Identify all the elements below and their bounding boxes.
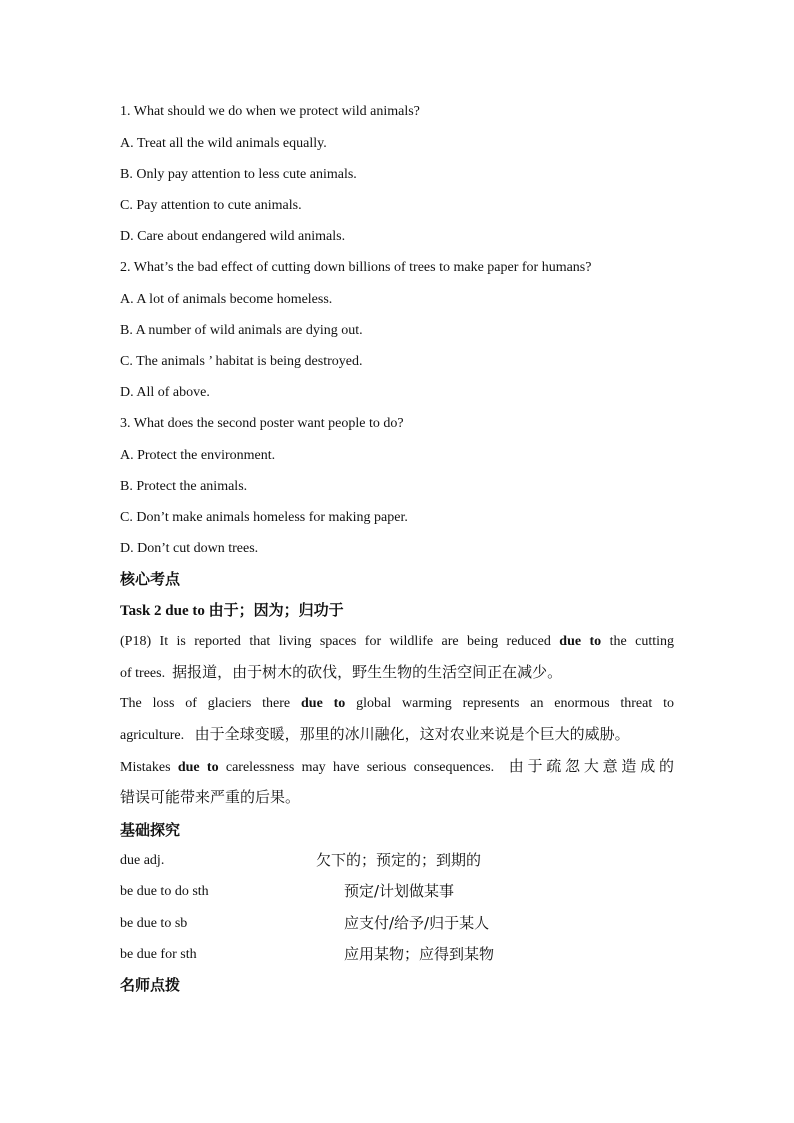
vocab-meaning-4: 应用某物；应得到某物: [344, 945, 495, 963]
example-text: (P18) It is reported that living spaces for wildlife are being reduced: [120, 634, 560, 649]
example-text: of trees.: [120, 666, 166, 681]
vocab-meaning-2: 预定/计划做某事: [344, 882, 455, 900]
example-1-line-1: [120, 626, 674, 657]
example-text: agriculture.: [120, 728, 185, 743]
example-text: Mistakes: [120, 760, 178, 775]
example-3-line-1: [120, 751, 674, 783]
question-3-option-a: A. Protect the environment.: [120, 448, 276, 463]
example-translation: 由于全球变暖，那里的冰川融化，这对农业来说是个巨大的威胁。: [194, 725, 630, 743]
example-3-line-2: [120, 782, 674, 814]
section-heading-core: 核心考点: [120, 570, 181, 588]
task-title: Task 2 due to 由于；因为；归功于: [120, 603, 344, 619]
vocab-term-1: due adj.: [120, 853, 165, 868]
question-1-option-b: B. Only pay attention to less cute animals.: [120, 167, 357, 182]
question-3: 3. What does the second poster want people to do?: [120, 416, 404, 431]
question-1-option-c: C. Pay attention to cute animals.: [120, 198, 302, 213]
vocab-meaning-3: 应支付/给予/归于某人: [344, 914, 490, 932]
example-1-line-2: [120, 657, 674, 689]
question-3-option-d: D. Don’t cut down trees.: [120, 541, 259, 556]
keyword-due-to: due to: [177, 760, 219, 775]
section-heading-basic: 基础探究: [120, 821, 181, 839]
question-3-option-c: C. Don’t make animals homeless for making paper.: [120, 510, 408, 525]
example-translation: 由于疏忽大意造成的: [508, 757, 674, 775]
keyword-due-to: due to: [559, 634, 602, 649]
vocab-term-2: be due to do sth: [120, 884, 209, 899]
question-2-option-d: D. All of above.: [120, 385, 210, 400]
example-2-line-1: [120, 688, 674, 719]
example-text: global warming represents an enormous threat to: [345, 696, 674, 711]
vocab-term-3: be due to sb: [120, 916, 188, 931]
example-text: the cutting: [601, 634, 674, 649]
example-text: carelessness may have serious consequences.: [218, 760, 495, 775]
question-2-option-a: A. A lot of animals become homeless.: [120, 292, 333, 307]
vocab-term-4: be due for sth: [120, 947, 197, 962]
question-1-option-d: D. Care about endangered wild animals.: [120, 229, 346, 244]
question-2: 2. What’s the bad effect of cutting down billions of trees to make paper for humans?: [120, 260, 592, 275]
question-2-option-b: B. A number of wild animals are dying out.: [120, 323, 363, 338]
question-1: 1. What should we do when we protect wild animals?: [120, 104, 420, 119]
example-text: The loss of glaciers there: [120, 696, 301, 711]
section-heading-teacher: 名师点拨: [120, 976, 181, 994]
vocab-meaning-1: 欠下的；预定的；到期的: [316, 851, 482, 869]
keyword-due-to: due to: [301, 696, 346, 711]
example-translation: 据报道，由于树木的砍伐，野生生物的生活空间正在减少。: [172, 663, 563, 681]
example-translation: 错误可能带来严重的后果。: [120, 788, 301, 806]
question-3-option-b: B. Protect the animals.: [120, 479, 248, 494]
example-2-line-2: [120, 719, 674, 751]
question-1-option-a: A. Treat all the wild animals equally.: [120, 136, 327, 151]
question-2-option-c: C. The animals ’ habitat is being destroyed.: [120, 354, 363, 369]
